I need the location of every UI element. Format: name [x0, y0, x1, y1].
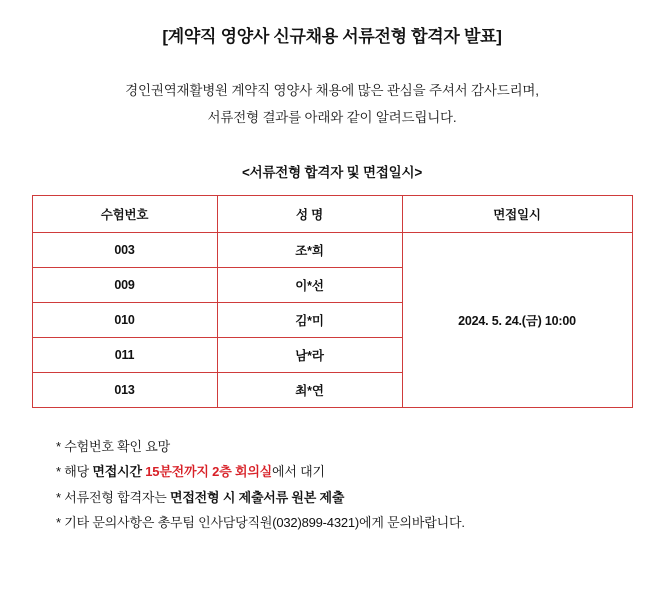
page-title: [계약직 영양사 신규채용 서류전형 합격자 발표] [162, 27, 502, 46]
intro-paragraph [30, 77, 634, 131]
note-text-run: 면접전형 시 제출서류 원본 제출 [169, 489, 345, 505]
cell-applicant-name: 이*선 [217, 268, 402, 303]
cell-exam-number: 013 [32, 373, 217, 408]
note-text-run: * 해당 [56, 464, 93, 480]
note-1 [56, 434, 634, 459]
cell-exam-number: 010 [32, 303, 217, 338]
note-text-run: * 서류전형 합격자는 [56, 489, 170, 505]
document-page [0, 22, 664, 600]
table-header-row [32, 196, 632, 233]
note-3 [56, 485, 634, 510]
cell-applicant-name: 최*연 [217, 373, 402, 408]
cell-exam-number: 009 [32, 268, 217, 303]
cell-interview-datetime: 2024. 5. 24.(금) 10:00 [402, 233, 632, 408]
note-text-run: * 기타 문의사항은 총무팀 인사담당직원(032)899-4321)에게 문의바랍니다. [56, 515, 465, 531]
table-row [32, 233, 632, 268]
results-table [32, 195, 633, 408]
column-header-interview: 면접일시 [402, 196, 632, 233]
intro-line-2: 서류전형 결과를 아래와 같이 알려드립니다. [207, 110, 457, 125]
intro-line-1: 경인권역재활병원 계약직 영양사 채용에 많은 관심을 주셔서 감사드리며, [125, 83, 539, 98]
column-header-name: 성 명 [217, 196, 402, 233]
column-header-number: 수험번호 [32, 196, 217, 233]
cell-exam-number: 011 [32, 338, 217, 373]
note-4 [56, 510, 634, 535]
note-text-run: 에서 대기 [272, 464, 325, 480]
notes-list [56, 434, 634, 535]
note-text-run: 면접시간 [92, 464, 146, 480]
cell-applicant-name: 조*희 [217, 233, 402, 268]
note-text-run: 15분전까지 2층 회의실 [145, 464, 273, 480]
cell-exam-number: 003 [32, 233, 217, 268]
cell-applicant-name: 남*라 [217, 338, 402, 373]
section-heading: <서류전형 합격자 및 면접일시> [241, 165, 423, 180]
note-text-run: * 수험번호 확인 요망 [56, 439, 170, 454]
note-2 [56, 459, 634, 484]
cell-applicant-name: 김*미 [217, 303, 402, 338]
